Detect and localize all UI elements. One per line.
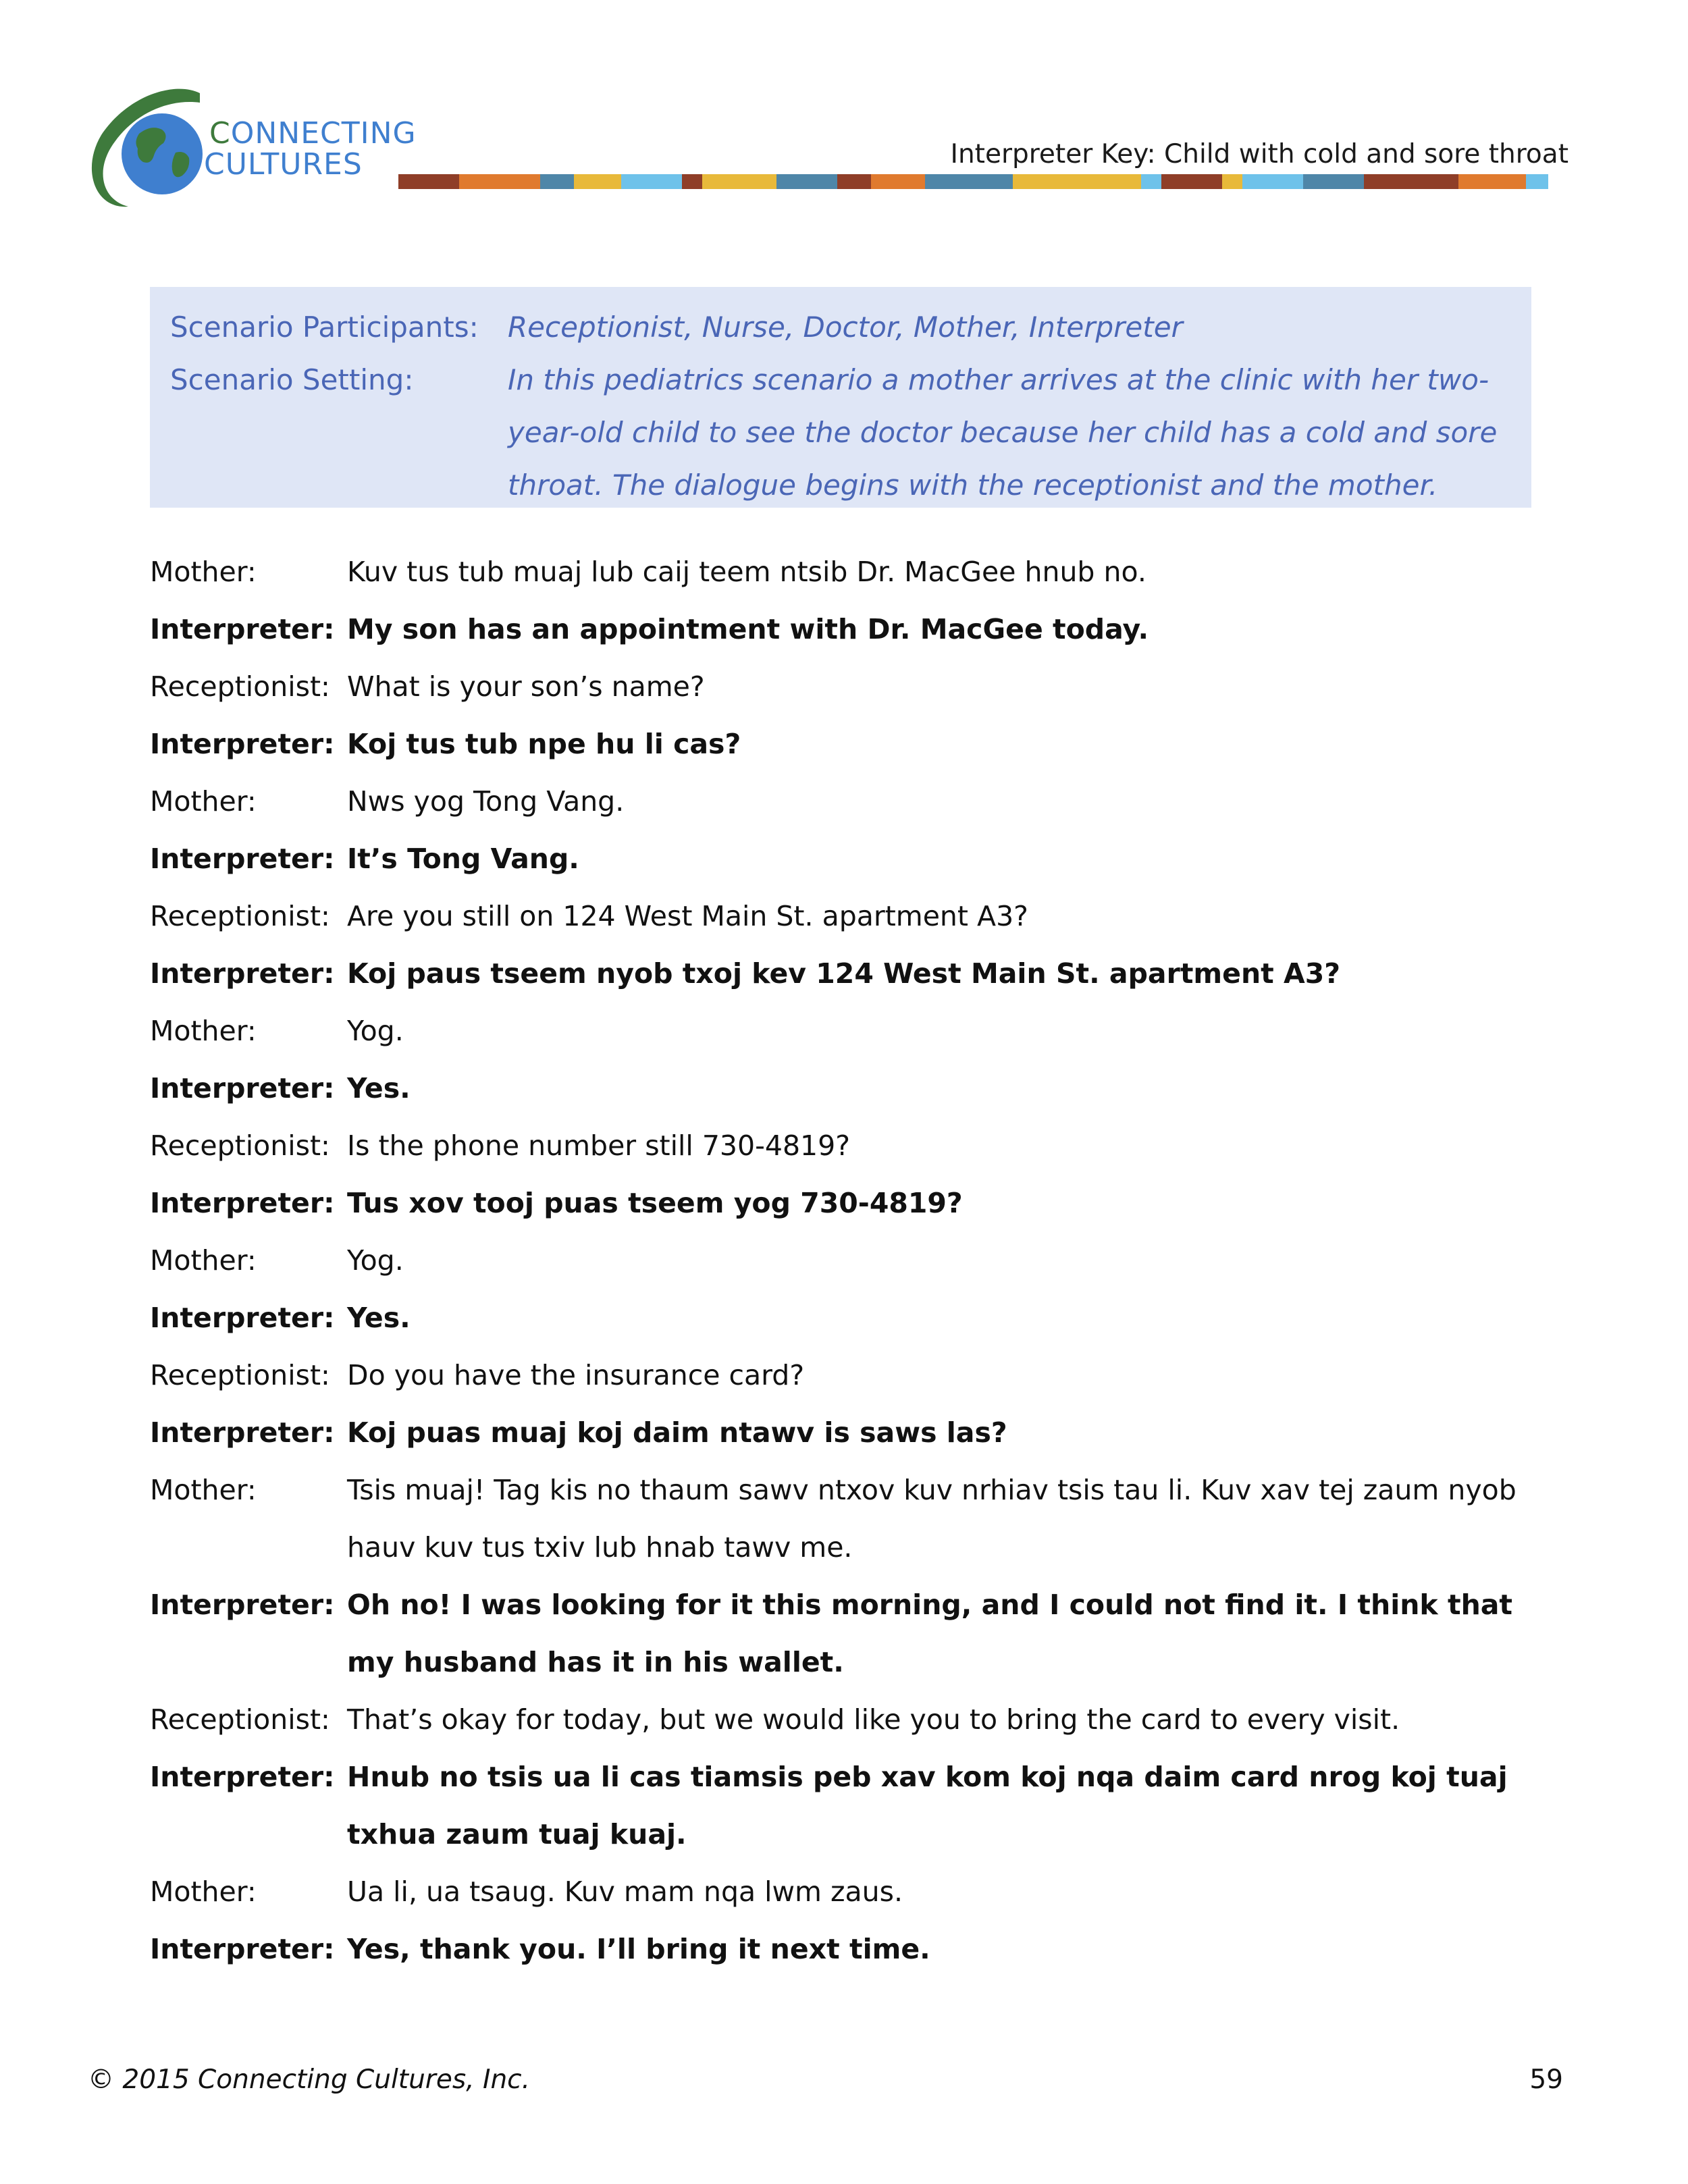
color-bar-segment [1161,174,1222,189]
color-bar-segment [1458,174,1526,189]
color-bar-segment [621,174,682,189]
logo-text-connecting: CONNECTING [209,116,417,151]
speaker-label: Mother: [150,1244,257,1277]
speaker-label: Receptionist: [150,1359,330,1391]
speaker-label: Interpreter: [150,1933,335,1965]
color-bar-segment [871,174,925,189]
color-bar-segment [398,174,459,189]
dialogue-line [150,601,1558,658]
dialogue-line [150,1175,1558,1232]
speaker-label: Mother: [150,1474,257,1506]
speaker-label: Mother: [150,556,257,588]
speaker-label: Interpreter: [150,728,335,760]
speaker-label: Receptionist: [150,1703,330,1736]
logo-text-cultures: CULTURES [204,147,363,182]
dialogue-text: Kuv tus tub muaj lub caij teem ntsib Dr. MacGee hnub no. [347,556,1146,588]
color-bar-segment [682,174,702,189]
dialogue-text: Oh no! I was looking for it this morning, and I could not find it. I think that my husband has it in his wallet. [347,1589,1513,1678]
page-number: 59 [1529,2065,1563,2095]
dialogue-text: Nws yog Tong Vang. [347,785,625,818]
dialogue-line [150,1462,1558,1576]
dialogue-text: Yes, thank you. I’ll bring it next time. [347,1933,930,1965]
color-bar-segment [702,174,776,189]
color-bar-segment [1141,174,1161,189]
header-title: Interpreter Key: Child with cold and sore throat [950,139,1568,169]
setting-value: In this pediatrics scenario a mother arrives at the clinic with her two-year-old child to see the doctor because her child has a cold and sore throat. The dialogue begins with the receptionist and the mother. [508,363,1498,502]
dialogue-text: Yog. [347,1015,404,1047]
dialogue-text: Yes. [347,1072,411,1104]
dialogue-line [150,716,1558,773]
dialogue-text: That’s okay for today, but we would like you to bring the card to every visit. [347,1703,1400,1736]
dialogue-text: Are you still on 124 West Main St. apartment A3? [347,900,1028,932]
participants-label: Scenario Participants: [170,311,479,344]
color-bar-segment [837,174,871,189]
dialogue-line [150,1347,1558,1404]
dialogue-line [150,1232,1558,1289]
speaker-label: Mother: [150,1875,257,1908]
speaker-label: Interpreter: [150,957,335,990]
dialogue-line [150,1003,1558,1060]
dialogue-text: Koj tus tub npe hu li cas? [347,728,741,760]
dialogue-line [150,945,1558,1003]
dialogue-text: Koj paus tseem nyob txoj kev 124 West Main St. apartment A3? [347,957,1341,990]
connecting-cultures-logo [74,74,417,216]
color-bar-segment [1242,174,1303,189]
speaker-label: Interpreter: [150,613,335,645]
dialogue-text: My son has an appointment with Dr. MacGee today. [347,613,1149,645]
dialogue-text: Yes. [347,1302,411,1334]
scenario-box [150,287,1531,508]
scenario-setting-row [170,354,1504,512]
color-bar-segment [1526,174,1548,189]
color-bar-segment [1303,174,1364,189]
color-bar-segment [1013,174,1141,189]
dialogue-line [150,1863,1558,1921]
color-bar-segment [574,174,621,189]
speaker-label: Mother: [150,1015,257,1047]
dialogue-line [150,1060,1558,1117]
dialogue-text: It’s Tong Vang. [347,843,579,875]
speaker-label: Mother: [150,785,257,818]
dialogue-text: Hnub no tsis ua li cas tiamsis peb xav kom koj nqa daim card nrog koj tuaj txhua zaum tuaj kuaj. [347,1761,1508,1850]
dialogue-line [150,1691,1558,1749]
dialogue-line [150,1749,1558,1863]
dialogue-text: Is the phone number still 730-4819? [347,1129,850,1162]
dialogue-text: Tsis muaj! Tag kis no thaum sawv ntxov kuv nrhiav tsis tau li. Kuv xav tej zaum nyob hauv kuv tus txiv lub hnab tawv me. [347,1474,1516,1564]
speaker-label: Receptionist: [150,670,330,703]
dialogue-line [150,1921,1558,1978]
dialogue-line [150,888,1558,945]
speaker-label: Receptionist: [150,1129,330,1162]
dialogue-text: What is your son’s name? [347,670,705,703]
speaker-label: Interpreter: [150,1589,335,1621]
dialogue-line [150,830,1558,888]
setting-label: Scenario Setting: [170,363,414,396]
dialogue-line [150,1289,1558,1347]
dialogue-text: Koj puas muaj koj daim ntawv is saws las? [347,1416,1007,1449]
speaker-label: Interpreter: [150,1072,335,1104]
decorative-color-bar [398,174,1568,189]
color-bar-segment [1222,174,1242,189]
dialogue-line [150,773,1558,830]
color-bar-segment [776,174,837,189]
dialogue-line [150,658,1558,716]
dialogue-list [150,543,1558,1978]
scenario-participants-row [170,301,1504,354]
dialogue-line [150,1576,1558,1691]
speaker-label: Interpreter: [150,843,335,875]
speaker-label: Interpreter: [150,1761,335,1793]
color-bar-segment [540,174,574,189]
color-bar-segment [459,174,540,189]
dialogue-line [150,543,1558,601]
speaker-label: Interpreter: [150,1302,335,1334]
footer-copyright: © 2015 Connecting Cultures, Inc. [88,2065,531,2095]
dialogue-text: Ua li, ua tsaug. Kuv mam nqa lwm zaus. [347,1875,903,1908]
color-bar-segment [1364,174,1458,189]
dialogue-text: Do you have the insurance card? [347,1359,805,1391]
dialogue-text: Yog. [347,1244,404,1277]
speaker-label: Interpreter: [150,1187,335,1219]
participants-value: Receptionist, Nurse, Doctor, Mother, Interpreter [508,311,1183,344]
dialogue-line [150,1404,1558,1462]
speaker-label: Receptionist: [150,900,330,932]
dialogue-text: Tus xov tooj puas tseem yog 730-4819? [347,1187,963,1219]
speaker-label: Interpreter: [150,1416,335,1449]
color-bar-segment [925,174,1013,189]
dialogue-line [150,1117,1558,1175]
